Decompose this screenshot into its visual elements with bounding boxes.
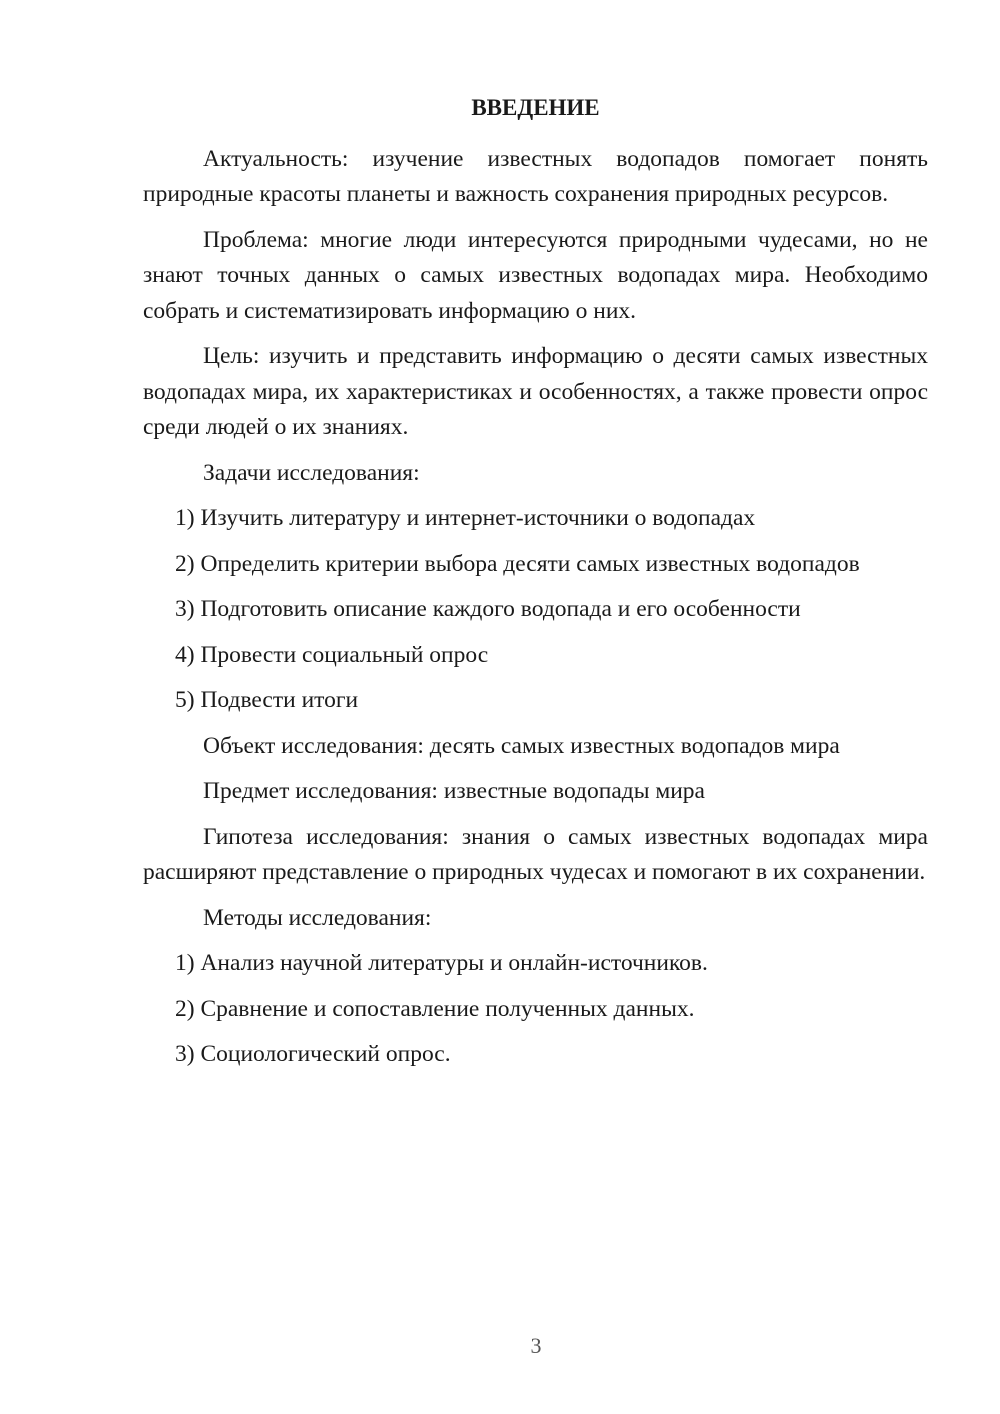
- task-item: 4) Провести социальный опрос: [175, 641, 489, 668]
- tasks-heading: Задачи исследования:: [203, 459, 420, 486]
- method-item: 3) Социологический опрос.: [175, 1041, 451, 1067]
- task-item: 3) Подготовить описание каждого водопада и его особенности: [175, 596, 801, 622]
- tasks-list: [143, 501, 928, 719]
- object-paragraph: Объект исследования: десять самых известных водопадов мира: [203, 732, 840, 759]
- methods-heading: Методы исследования:: [203, 904, 432, 931]
- section-heading: ВВЕДЕНИЕ: [471, 95, 600, 120]
- hypothesis-paragraph: Гипотеза исследования: знания о самых известных водопадах мира расширяют представление о природных чудесах и помогают в их сохранении.: [143, 823, 928, 885]
- subject-paragraph: Предмет исследования: известные водопады мира: [203, 778, 705, 804]
- problem-paragraph: Проблема: многие люди интересуются природными чудесами, но не знают точных данных о самых известных водопадах мира. Необходимо собрать и систематизировать информацию о них.: [143, 226, 928, 324]
- methods-list: [143, 946, 928, 1073]
- page-number: 3: [530, 1333, 542, 1358]
- task-item: 1) Изучить литературу и интернет-источники о водопадах: [175, 505, 756, 531]
- task-item: 5) Подвести итоги: [175, 687, 359, 713]
- relevance-paragraph: Актуальность: изучение известных водопадов помогает понять природные красоты планеты и важность сохранения природных ресурсов.: [143, 145, 928, 207]
- method-item: 2) Сравнение и сопоставление полученных данных.: [175, 995, 695, 1022]
- goal-paragraph: Цель: изучить и представить информацию о десяти самых известных водопадах мира, их характеристиках и особенностях, а также провести опрос среди людей о их знаниях.: [143, 343, 928, 440]
- page-content: [143, 90, 928, 1083]
- task-item: 2) Определить критерии выбора десяти самых известных водопадов: [175, 550, 860, 577]
- method-item: 1) Анализ научной литературы и онлайн-источников.: [175, 950, 708, 976]
